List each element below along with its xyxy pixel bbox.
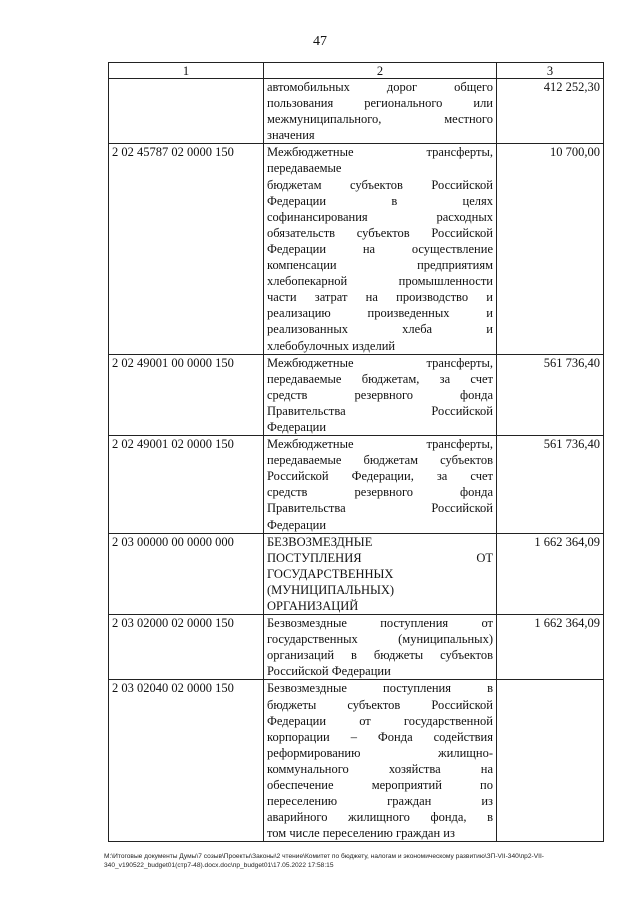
table-row bbox=[109, 79, 604, 144]
income-name-line: межмуниципального, местного bbox=[267, 112, 493, 127]
income-name-line: Федерации bbox=[267, 419, 327, 434]
income-name-line: Российской Федерации bbox=[267, 664, 391, 679]
income-name-cell bbox=[264, 533, 497, 614]
column-header-sum: 3 bbox=[497, 63, 604, 79]
amount-cell: 561 736,40 bbox=[497, 354, 604, 435]
income-name-cell bbox=[264, 680, 497, 842]
income-name-line: Межбюджетные трансферты, bbox=[267, 145, 493, 160]
budget-revenue-table bbox=[108, 62, 604, 842]
amount-cell: 10 700,00 bbox=[497, 144, 604, 354]
budget-code-cell: 2 03 00000 00 0000 000 bbox=[109, 533, 264, 614]
income-name-line: Правительства Российской bbox=[267, 501, 493, 516]
budget-code-cell: 2 02 45787 02 0000 150 bbox=[109, 144, 264, 354]
income-name-line: государственных (муниципальных) bbox=[267, 632, 493, 647]
income-name-line: передаваемые бюджетам, за счет bbox=[267, 371, 493, 386]
income-name-line: ПОСТУПЛЕНИЯ ОТ bbox=[267, 550, 493, 565]
table-row bbox=[109, 533, 604, 614]
income-name-line: БЕЗВОЗМЕЗДНЫЕ bbox=[267, 534, 373, 549]
income-name-line: Правительства Российской bbox=[267, 403, 493, 418]
income-name-line: хлебобулочных изделий bbox=[267, 338, 396, 353]
income-name-cell bbox=[264, 79, 497, 144]
income-name-line: Безвозмездные поступления от bbox=[267, 616, 493, 631]
income-name-line: (МУНИЦИПАЛЬНЫХ) bbox=[267, 582, 395, 597]
income-name-line: хлебопекарной промышленности bbox=[267, 274, 493, 289]
column-header-code: 1 bbox=[109, 63, 264, 79]
income-name-line: обязательств субъектов Российской bbox=[267, 225, 493, 240]
amount-cell: 1 662 364,09 bbox=[497, 533, 604, 614]
income-name-line: коммунального хозяйства на bbox=[267, 761, 493, 776]
income-name-cell bbox=[264, 436, 497, 534]
income-name-line: софинансирования расходных bbox=[267, 209, 493, 224]
income-name-line: бюджетам субъектов Российской bbox=[267, 177, 493, 192]
table-row bbox=[109, 144, 604, 354]
income-name-line: обеспечение мероприятий по bbox=[267, 778, 493, 793]
page-number: 47 bbox=[313, 34, 327, 49]
income-name-line: средств резервного фонда bbox=[267, 485, 493, 500]
income-name-line: Федерации в целях bbox=[267, 193, 493, 208]
amount-cell: 561 736,40 bbox=[497, 436, 604, 534]
income-name-cell bbox=[264, 615, 497, 680]
income-name-line: части затрат на производство и bbox=[267, 290, 493, 305]
table-row bbox=[109, 680, 604, 842]
income-name-cell bbox=[264, 354, 497, 435]
amount-cell: 1 662 364,09 bbox=[497, 615, 604, 680]
income-name-line: пользования регионального или bbox=[267, 96, 493, 111]
income-name-line: значения bbox=[267, 128, 315, 143]
income-name-line: Безвозмездные поступления в bbox=[267, 681, 493, 696]
income-name-line: корпорации – Фонда содействия bbox=[267, 729, 493, 744]
income-name-line: компенсации предприятиям bbox=[267, 258, 493, 273]
income-name-line: передаваемые bbox=[267, 161, 342, 176]
income-name-line: Российской Федерации, за счет bbox=[267, 469, 493, 484]
amount-cell: 412 252,30 bbox=[497, 79, 604, 144]
income-name-line: организаций в бюджеты субъектов bbox=[267, 648, 493, 663]
income-name-line: аварийного жилищного фонда, в bbox=[267, 810, 493, 825]
income-name-cell bbox=[264, 144, 497, 354]
income-name-line: Межбюджетные трансферты, bbox=[267, 355, 493, 370]
budget-code-cell: 2 02 49001 00 0000 150 bbox=[109, 354, 264, 435]
income-name-line: Федерации bbox=[267, 517, 327, 532]
income-name-line: бюджеты субъектов Российской bbox=[267, 697, 493, 712]
income-name-line: Федерации от государственной bbox=[267, 713, 493, 728]
budget-code-cell bbox=[109, 79, 264, 144]
income-name-line: Федерации на осуществление bbox=[267, 241, 493, 256]
income-name-line: средств резервного фонда bbox=[267, 387, 493, 402]
income-name-line: Межбюджетные трансферты, bbox=[267, 437, 493, 452]
footer-path-line-1: М:\Итоговые документы Думы\7 созыв\Проекты\Законы\2 чтение\Комитет по бюджету, налогам и экономическому развитию\ЗП-VII-340\пр2-VII- bbox=[104, 853, 544, 860]
income-name-line: переселению граждан из bbox=[267, 794, 493, 809]
income-name-line: ОРГАНИЗАЦИЙ bbox=[267, 599, 359, 613]
income-name-line: ГОСУДАРСТВЕННЫХ bbox=[267, 566, 394, 581]
budget-code-cell: 2 02 49001 02 0000 150 bbox=[109, 436, 264, 534]
income-name-line: автомобильных дорог общего bbox=[267, 80, 493, 94]
income-name-line: реализацию произведенных и bbox=[267, 306, 493, 321]
income-name-line: реализованных хлеба и bbox=[267, 322, 493, 337]
footer-path-line-2: 340_v190522_budget01(стр7-48).docx.doc\пр_budget01\17.05.2022 17:58:15 bbox=[104, 862, 334, 869]
income-name-line: реформированию жилищно- bbox=[267, 745, 493, 760]
budget-code-cell: 2 03 02000 02 0000 150 bbox=[109, 615, 264, 680]
budget-code-cell: 2 03 02040 02 0000 150 bbox=[109, 680, 264, 842]
document-path-footer bbox=[104, 852, 614, 870]
table-row bbox=[109, 354, 604, 435]
income-name-line: передаваемые бюджетам субъектов bbox=[267, 453, 493, 468]
income-name-line: том числе переселению граждан из bbox=[267, 826, 455, 841]
column-header-name: 2 bbox=[264, 63, 497, 79]
amount-cell bbox=[497, 680, 604, 842]
table-row bbox=[109, 615, 604, 680]
table-row bbox=[109, 436, 604, 534]
table-header-row bbox=[109, 63, 604, 79]
